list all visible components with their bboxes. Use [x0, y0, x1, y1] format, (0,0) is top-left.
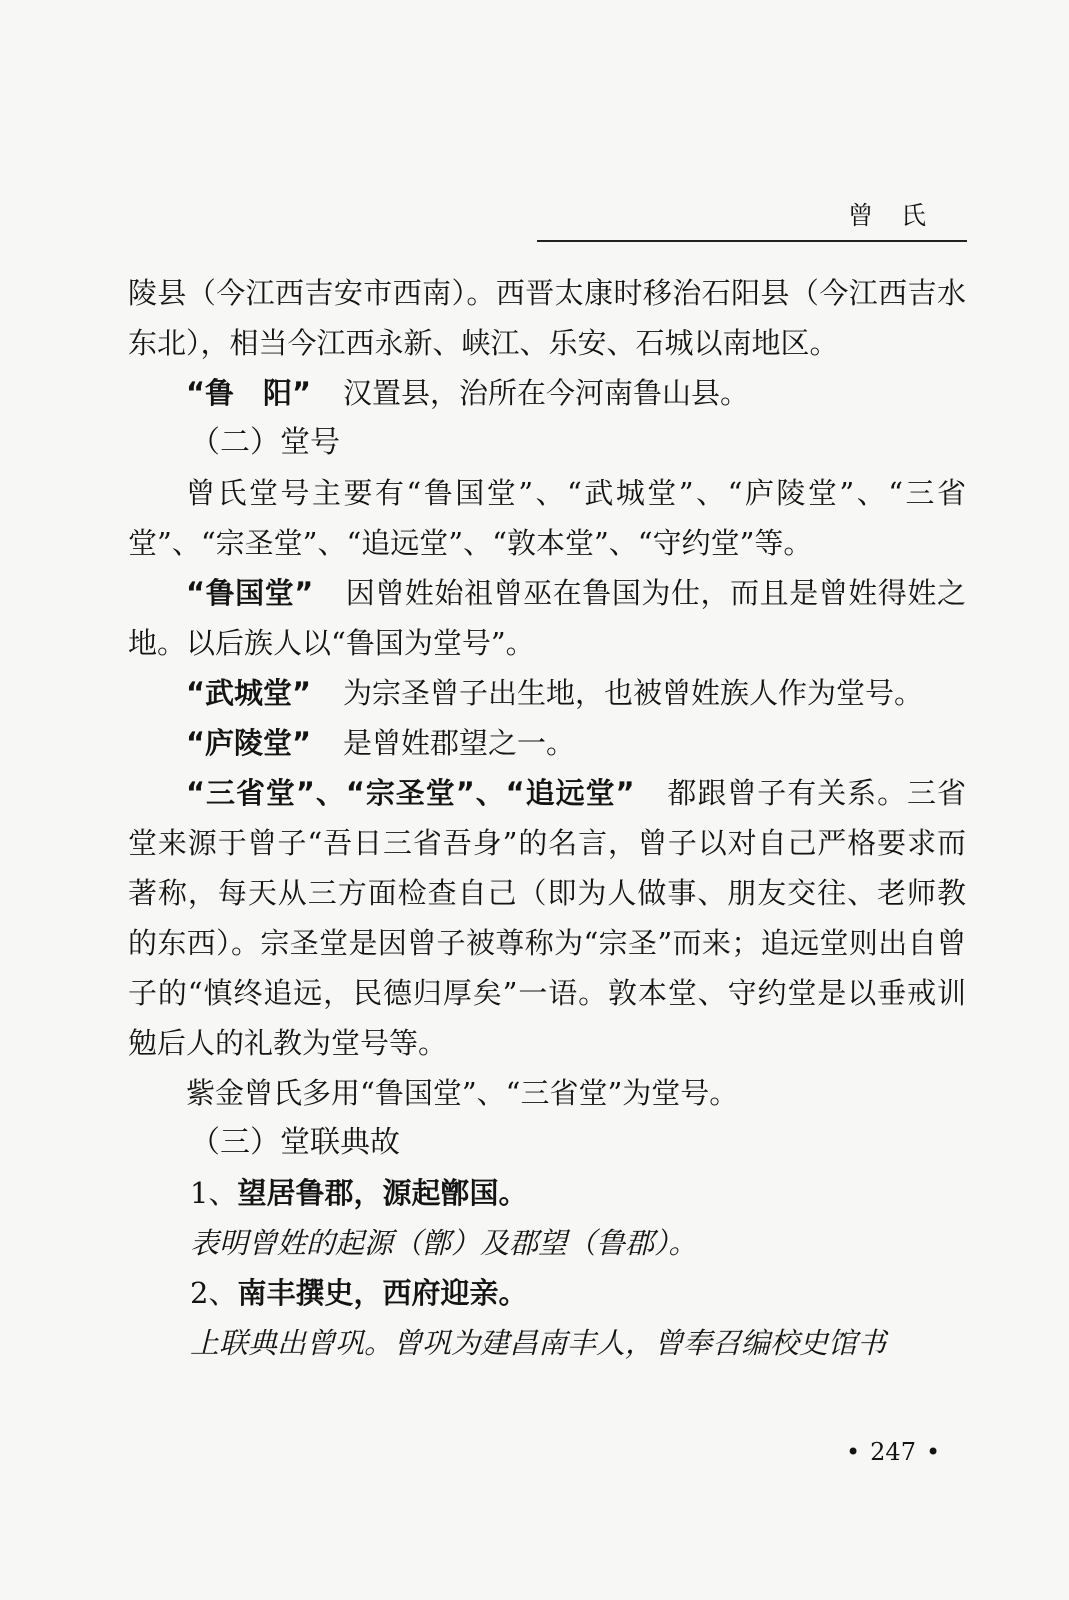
paragraph-tanghao-list: 曾氏堂号主要有“鲁国堂”、“武城堂”、“庐陵堂”、“三省堂”、“宗圣堂”、“追远堂”、“敦本堂”、“守约堂”等。 — [128, 476, 966, 560]
term-luguotang: “鲁国堂” — [186, 576, 314, 610]
paragraph-lulingtang — [128, 718, 966, 768]
section-heading-tanghao: （二）堂号 — [190, 425, 340, 460]
paragraph-luguotang — [128, 568, 966, 668]
couplet-1-explanation: 表明曾姓的起源（鄫）及郡望（鲁郡）。 — [190, 1226, 698, 1260]
term-luyang: “鲁 阳” — [186, 376, 312, 410]
header-rule — [537, 240, 967, 242]
section-heading-tanglian: （三）堂联典故 — [190, 1125, 400, 1160]
paragraph-luyang — [128, 368, 966, 418]
couplet-2-title — [128, 1268, 966, 1318]
couplet-2-text: 南丰撰史，西府迎亲。 — [237, 1276, 528, 1310]
paragraph-wuchengtang — [128, 668, 966, 718]
term-sanxingtang: “三省堂”、“宗圣堂”、“追远堂” — [186, 776, 635, 810]
paragraph-zijin: 紫金曾氏多用“鲁国堂”、“三省堂”为堂号。 — [186, 1076, 739, 1110]
paragraph-sanxingtang — [128, 768, 966, 1068]
couplet-1-title — [128, 1168, 966, 1218]
couplet-2-explanation: 上联典出曾巩。曾巩为建昌南丰人，曾奉召编校史馆书 — [190, 1326, 887, 1360]
couplet-2-number: 2、 — [190, 1276, 238, 1310]
page-number-bullet-right: • — [925, 1438, 941, 1466]
page-number-bullet-left: • — [846, 1438, 861, 1466]
paragraph-continuation: 陵县（今江西吉安市西南）。西晋太康时移治石阳县（今江西吉水东北），相当今江西永新、峡江、乐安、石城以南地区。 — [128, 276, 966, 360]
text-luguotang: 因曾姓始祖曾巫在鲁国为仕，而且是曾姓得姓之地。以后族人以“鲁国为堂号”。 — [128, 576, 966, 660]
page-number-value: 247 — [870, 1438, 916, 1466]
running-header-title: 曾氏 — [848, 201, 955, 230]
term-lulingtang: “庐陵堂” — [186, 726, 312, 760]
page-body — [128, 268, 966, 1368]
text-sanxingtang: 都跟曾子有关系。三省堂来源于曾子“吾日三省吾身”的名言，曾子以对自己严格要求而著称，每天从三方面检查自己（即为人做事、朋友交往、老师教的东西）。宗圣堂是因曾子被尊称为“宗圣”而来；追远堂则出自曾子的“慎终追远，民德归厚矣”一语。敦本堂、守约堂是以垂戒训勉后人的礼教为堂号等。 — [128, 776, 966, 1060]
text-luyang: 汉置县，治所在今河南鲁山县。 — [343, 376, 750, 410]
couplet-1-number: 1、 — [190, 1176, 238, 1210]
page-number — [836, 1438, 950, 1466]
couplet-1-text: 望居鲁郡，源起鄫国。 — [237, 1176, 528, 1210]
text-wuchengtang: 为宗圣曾子出生地，也被曾姓族人作为堂号。 — [343, 676, 924, 710]
term-wuchengtang: “武城堂” — [186, 676, 312, 710]
text-lulingtang: 是曾姓郡望之一。 — [343, 726, 576, 760]
